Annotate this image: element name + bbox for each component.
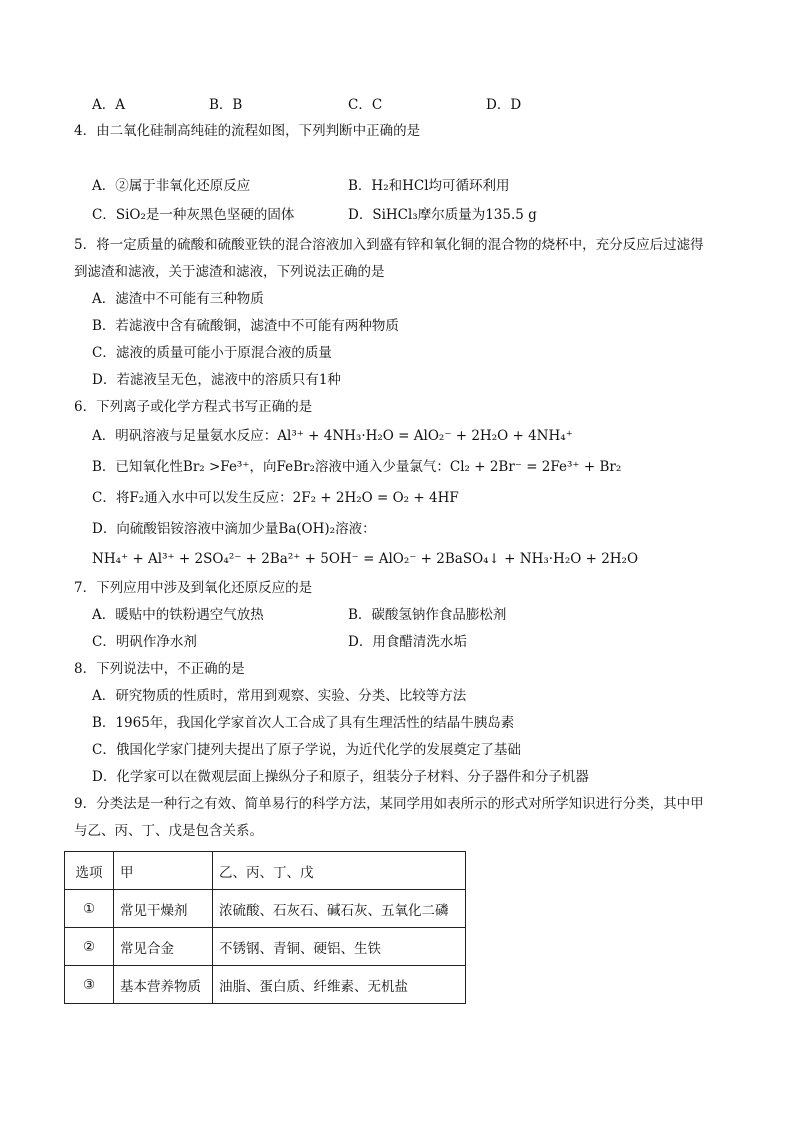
table-cell: 常见合金 bbox=[114, 928, 213, 966]
q9-stem-line1: 9．分类法是一种行之有效、简单易行的科学方法，某同学用如表所示的形式对所学知识进行分类，其中甲 bbox=[74, 796, 704, 812]
q6-stem: 6．下列离子或化学方程式书写正确的是 bbox=[74, 399, 313, 415]
q6-option-d: D．向硫酸铝铵溶液中滴加少量Ba(OH)₂溶液： bbox=[92, 521, 376, 537]
q7-option-a: A．暖贴中的铁粉遇空气放热 bbox=[92, 607, 264, 623]
table-row bbox=[65, 966, 466, 1004]
q4-option-d: D．SiHCl₃摩尔质量为135.5 g bbox=[348, 207, 537, 223]
q4-stem: 4．由二氧化硅制高纯硅的流程如图，下列判断中正确的是 bbox=[74, 123, 421, 139]
table-row bbox=[65, 928, 466, 966]
q6-option-c: C．将F₂通入水中可以发生反应：2F₂ + 2H₂O = O₂ + 4HF bbox=[92, 490, 459, 506]
table-cell: 常见干燥剂 bbox=[114, 890, 213, 928]
q5-stem-line1: 5．将一定质量的硫酸和硫酸亚铁的混合溶液加入到盛有锌和氧化铜的混合物的烧杯中，充分反应后过滤得 bbox=[74, 237, 704, 253]
q7-option-d: D．用食醋清洗水垢 bbox=[348, 634, 467, 650]
q6-option-a: A．明矾溶液与足量氨水反应：Al³⁺ + 4NH₃·H₂O = AlO₂⁻ + 2H₂O + 4NH₄⁺ bbox=[92, 428, 573, 444]
table-cell: ① bbox=[65, 890, 114, 928]
table-cell: 浓硫酸、石灰石、碱石灰、五氧化二磷 bbox=[213, 890, 466, 928]
table-cell: ③ bbox=[65, 966, 114, 1004]
q3-option-c: C．C bbox=[348, 97, 383, 113]
q5-option-d: D．若滤液呈无色，滤液中的溶质只有1种 bbox=[92, 372, 341, 388]
table-header-cell: 乙、丙、丁、戊 bbox=[213, 852, 466, 890]
q5-option-a: A．滤渣中不可能有三种物质 bbox=[92, 291, 264, 307]
q8-option-d: D．化学家可以在微观层面上操纵分子和原子，组装分子材料、分子器件和分子机器 bbox=[92, 769, 589, 785]
table-header-cell: 选项 bbox=[65, 852, 114, 890]
q4-option-b: B．H₂和HCl均可循环利用 bbox=[348, 178, 510, 194]
table-header-cell: 甲 bbox=[114, 852, 213, 890]
table-row bbox=[65, 890, 466, 928]
q3-option-d: D．D bbox=[486, 97, 522, 113]
q8-option-c: C．俄国化学家门捷列夫提出了原子学说，为近代化学的发展奠定了基础 bbox=[92, 742, 521, 758]
q5-stem-line2: 到滤渣和滤液，关于滤渣和滤液，下列说法正确的是 bbox=[74, 264, 385, 280]
q3-option-a: A．A bbox=[92, 97, 125, 113]
table-cell: ② bbox=[65, 928, 114, 966]
q5-option-b: B．若滤液中含有硫酸铜，滤渣中不可能有两种物质 bbox=[92, 318, 399, 334]
q3-option-b: B．B bbox=[209, 97, 243, 113]
table-cell: 不锈钢、青铜、硬铝、生铁 bbox=[213, 928, 466, 966]
q9-stem-line2: 与乙、丙、丁、戊是包含关系。 bbox=[74, 823, 263, 839]
q8-option-a: A．研究物质的性质时，常用到观察、实验、分类、比较等方法 bbox=[92, 688, 467, 704]
table-cell: 油脂、蛋白质、纤维素、无机盐 bbox=[213, 966, 466, 1004]
q4-option-a: A．②属于非氧化还原反应 bbox=[92, 178, 251, 194]
q8-option-b: B．1965年，我国化学家首次人工合成了具有生理活性的结晶牛胰岛素 bbox=[92, 715, 515, 731]
q7-stem: 7．下列应用中涉及到氧化还原反应的是 bbox=[74, 580, 313, 596]
q6-option-b: B．已知氧化性Br₂ >Fe³⁺，向FeBr₂溶液中通入少量氯气：Cl₂ + 2Br⁻ = 2Fe³⁺ + Br₂ bbox=[92, 459, 622, 475]
q7-option-c: C．明矾作净水剂 bbox=[92, 634, 197, 650]
q4-option-c: C．SiO₂是一种灰黑色坚硬的固体 bbox=[92, 207, 295, 223]
q8-stem: 8．下列说法中，不正确的是 bbox=[74, 661, 245, 677]
table-header-row bbox=[65, 852, 466, 890]
q7-option-b: B．碳酸氢钠作食品膨松剂 bbox=[348, 607, 507, 623]
q5-option-c: C．滤液的质量可能小于原混合液的质量 bbox=[92, 345, 332, 361]
table-cell: 基本营养物质 bbox=[114, 966, 213, 1004]
classification-table bbox=[64, 851, 466, 1004]
q6-option-d-equation: NH₄⁺ + Al³⁺ + 2SO₄²⁻ + 2Ba²⁺ + 5OH⁻ = AlO₂⁻ + 2BaSO₄↓ + NH₃·H₂O + 2H₂O bbox=[92, 551, 639, 567]
